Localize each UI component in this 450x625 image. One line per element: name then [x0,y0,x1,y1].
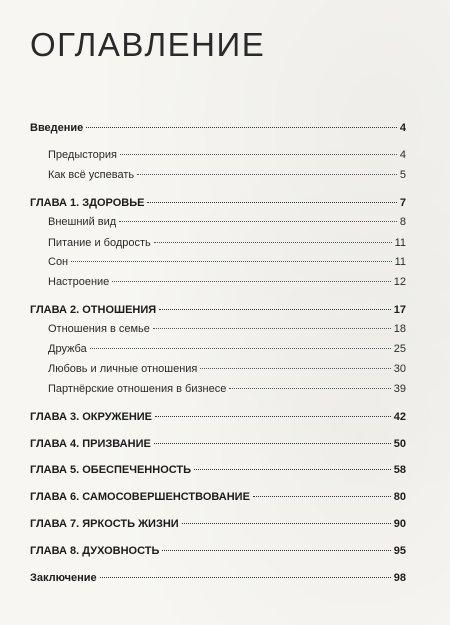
toc-entry-label: Настроение [48,276,110,288]
toc-entry-page: 58 [393,464,406,476]
toc-entry-page: 4 [399,122,406,134]
toc-entry-label: ГЛАВА 5. ОБЕСПЕЧЕННОСТЬ [30,464,192,476]
dot-leader [229,388,390,389]
toc-entry[interactable] [48,255,406,269]
toc-entry-label: Сон [48,256,69,268]
toc-entry[interactable] [30,463,406,477]
toc-entry-label: ГЛАВА 7. ЯРКОСТЬ ЖИЗНИ [30,518,179,530]
toc-entry-page: 17 [393,304,406,316]
toc-entry-page: 8 [399,216,406,228]
toc-entry[interactable] [30,121,406,135]
toc-entry-label: ГЛАВА 3. ОКРУЖЕНИЕ [30,411,153,423]
toc-entry-page: 7 [399,197,406,209]
toc-entry-page: 95 [393,545,406,557]
toc-entry[interactable] [48,236,406,250]
toc-entry-page: 11 [394,237,406,249]
toc-entry[interactable] [30,196,406,210]
dot-leader [194,469,391,470]
toc-entry-label: Заключение [30,572,97,584]
toc-entry[interactable] [48,148,406,162]
toc-entry-page: 98 [393,572,406,584]
toc-entry-page: 90 [393,518,406,530]
toc-entry-label: Как всё успевать [48,169,135,181]
dot-leader [100,577,391,578]
dot-leader [154,443,391,444]
dot-leader [159,309,391,310]
toc-entry-label: Отношения в семье [48,323,150,335]
dot-leader [182,523,391,524]
toc-entry-page: 5 [399,169,406,181]
toc-entry-label: ГЛАВА 6. САМОСОВЕРШЕНСТВОВАНИЕ [30,491,250,503]
toc-entry-page: 80 [393,491,406,503]
toc-entry[interactable] [30,571,406,585]
dot-leader [112,281,390,282]
toc-entry-label: Дружба [48,343,87,355]
toc-entry[interactable] [30,410,406,424]
dot-leader [155,416,391,417]
toc-entry[interactable] [48,168,406,182]
toc-entry[interactable] [48,275,406,289]
dot-leader [90,348,391,349]
toc-entry-label: Введение [30,122,84,134]
toc-entry-page: 50 [393,438,406,450]
toc-entry[interactable] [48,215,406,229]
toc-entry-label: ГЛАВА 8. ДУХОВНОСТЬ [30,545,160,557]
toc-entry-label: Внешний вид [48,216,117,228]
toc-entry[interactable] [48,382,406,396]
toc-entry[interactable] [30,490,406,504]
dot-leader [153,328,391,329]
toc-entry-label: ГЛАВА 1. ЗДОРОВЬЕ [30,197,145,209]
toc-entry-page: 30 [393,363,406,375]
dot-leader [162,550,390,551]
dot-leader [253,496,391,497]
dot-leader [200,368,390,369]
toc-entry-page: 25 [393,343,406,355]
dot-leader [71,261,391,262]
toc-entry-page: 42 [393,411,406,423]
dot-leader [120,154,397,155]
page-title: ОГЛАВЛЕНИЕ [30,26,266,63]
toc-entry-label: Питание и бодрость [48,237,151,249]
toc-entry-label: ГЛАВА 2. ОТНОШЕНИЯ [30,304,157,316]
toc-entry-label: Предыстория [48,149,117,161]
toc-entry-page: 11 [394,256,406,268]
toc-entry-page: 4 [399,149,406,161]
toc-entry[interactable] [48,322,406,336]
toc-entry[interactable] [48,362,406,376]
toc-entry-label: Любовь и личные отношения [48,363,198,375]
dot-leader [137,174,397,175]
dot-leader [154,242,392,243]
toc-entry-page: 39 [393,383,406,395]
toc-entry[interactable] [30,544,406,558]
toc-entry-label: Партнёрские отношения в бизнесе [48,383,227,395]
toc-entry[interactable] [30,437,406,451]
toc-entry[interactable] [30,517,406,531]
toc-entry[interactable] [48,342,406,356]
dot-leader [119,221,397,222]
toc-entry[interactable] [30,303,406,317]
toc-entry-page: 12 [393,276,406,288]
dot-leader [147,202,396,203]
toc-entry-page: 18 [393,323,406,335]
toc-entry-label: ГЛАВА 4. ПРИЗВАНИЕ [30,438,151,450]
dot-leader [86,127,397,128]
